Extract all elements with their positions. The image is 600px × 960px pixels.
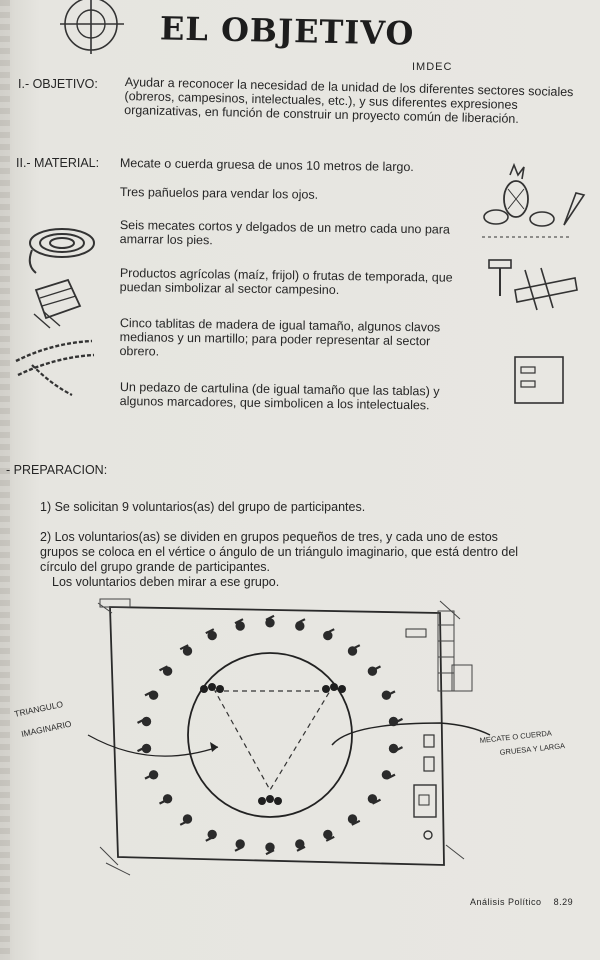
- volunteer-figure: [322, 685, 330, 693]
- blindfold-pile-icon: [30, 270, 90, 330]
- material-item: Cinco tablitas de madera de igual tamaño, algunos clavos medianos y un martillo; para poder representar al sector obrero.: [119, 316, 441, 359]
- volunteer-figure: [274, 797, 282, 805]
- participant-figure: [236, 840, 244, 848]
- preparacion-step: 1) Se solicitan 9 voluntarios(as) del grupo de participantes.: [40, 500, 366, 514]
- material-item: Productos agrícolas (maíz, frijol) o frutas de temporada, que puedan simbolizar al sector campesino.: [119, 266, 453, 298]
- svg-text:TRIANGULO: [13, 699, 64, 719]
- page-title: EL OBJETIVO: [159, 9, 415, 53]
- volunteer-figure: [208, 683, 216, 691]
- objetivo-text: Ayudar a reconocer la necesidad de la unidad de los diferentes sectores sociales (obreros, campesinos, intelectuales, etc.), y sus diferentes expresiones organizativas, en función de construir un proyecto común de liberación.: [124, 75, 574, 126]
- material-item: Seis mecates cortos y delgados de un metro cada uno para amarrar los pies.: [119, 218, 451, 248]
- volunteer-figure: [200, 685, 208, 693]
- arrangement-diagram: [0, 595, 600, 895]
- short-ropes-icon: [12, 335, 97, 400]
- svg-text:GRUESA Y LARGA: [499, 741, 565, 757]
- volunteer-figure: [266, 795, 274, 803]
- cardboard-sign-icon: [513, 355, 567, 407]
- hammer-boards-icon: [485, 250, 585, 320]
- publisher-label: IMDEC: [412, 61, 453, 73]
- preparacion-step: Los voluntarios deben mirar a ese grupo.: [52, 575, 280, 589]
- svg-text:MECATE O CUERDA: [479, 728, 552, 745]
- rope-coil-icon: [22, 215, 102, 275]
- label-triangulo-word1: TRIANGULO: [13, 698, 64, 719]
- volunteer-figure: [216, 685, 224, 693]
- label-mecate-line2: GRUESA Y LARGA: [499, 741, 566, 757]
- section-preparacion-label: - PREPARACION:: [6, 463, 108, 477]
- page-footer: [470, 897, 573, 907]
- svg-text:IMAGINARIO: [20, 718, 72, 738]
- material-item: Un pedazo de cartulina (de igual tamaño que las tablas) y algunos marcadores, que simbolicen a los intelectuales.: [119, 380, 440, 413]
- crosshair-icon: [58, 0, 128, 60]
- material-item: Tres pañuelos para vendar los ojos.: [119, 185, 319, 202]
- footer-page-number: 8.29: [553, 897, 574, 907]
- label-triangulo-word2: IMAGINARIO: [20, 718, 73, 739]
- participant-figure: [296, 622, 304, 630]
- preparacion-step: 2) Los voluntarios(as) se dividen en grupos pequeños de tres, y cada uno de estos grupos se coloca en el vértice o ángulo de un triángulo imaginario, que está dentro del círculo del grupo grande de participantes.: [40, 530, 519, 574]
- volunteer-figure: [330, 683, 338, 691]
- volunteer-figure: [258, 797, 266, 805]
- participant-figure: [142, 717, 150, 725]
- fruit-vegetables-icon: [480, 165, 590, 250]
- footer-section: Análisis Político: [470, 897, 542, 907]
- volunteer-figure: [338, 685, 346, 693]
- label-mecate-line1: MECATE O CUERDA: [479, 728, 553, 745]
- participant-figure: [389, 744, 397, 752]
- material-item: Mecate o cuerda gruesa de unos 10 metros de largo.: [119, 156, 414, 175]
- section-objetivo-label: I.- OBJETIVO:: [18, 77, 98, 91]
- section-material-label: II.- MATERIAL:: [16, 156, 100, 170]
